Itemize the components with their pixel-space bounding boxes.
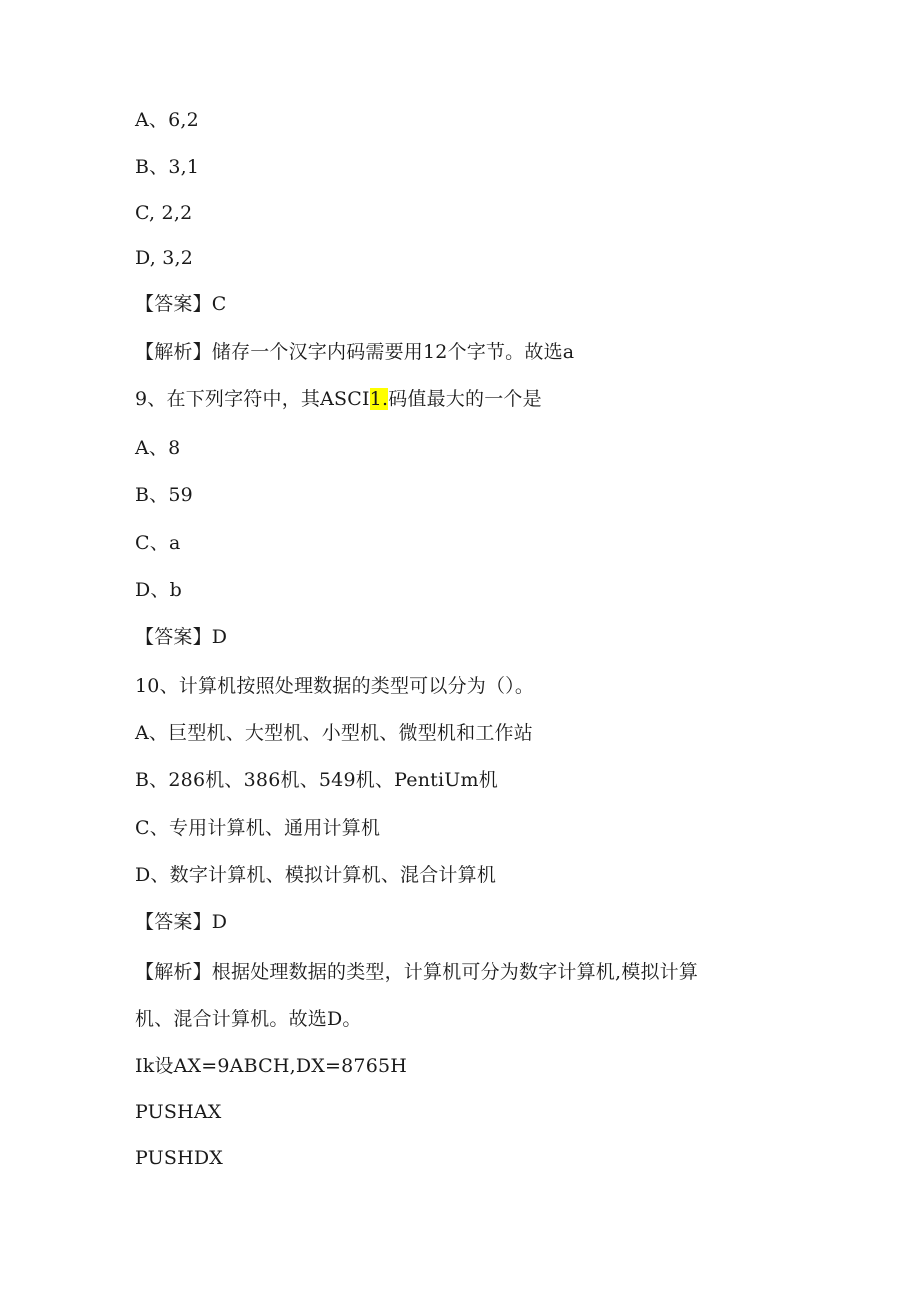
question-9-text-start: 9、在下列字符中，其ASCI [135,388,370,410]
question-10: 10、计算机按照处理数据的类型可以分为（）。 [135,675,535,697]
answer-q10: 【答案】D [135,911,228,933]
option-b-q10: B、286机、386机、549机、PentiUm机 [135,769,498,791]
explanation-q8: 【解析】储存一个汉字内码需要用12个字节。故选a [135,341,575,363]
option-d-q9: D、b [135,579,182,601]
code-line-1: PUSHAX [135,1101,222,1123]
highlighted-text: 1. [369,388,389,410]
code-line-2: PUSHDX [135,1147,224,1169]
explanation-q10-line-2: 机、混合计算机。故选D。 [135,1008,362,1030]
option-d-q10: D、数字计算机、模拟计算机、混合计算机 [135,864,497,886]
option-a-q10: A、巨型机、大型机、小型机、微型机和工作站 [135,722,533,744]
option-b-q9: B、59 [135,484,193,506]
option-c-q8: C, 2,2 [135,202,193,224]
option-b-q8: B、3,1 [135,156,200,178]
question-9 [135,387,542,411]
option-d-q8: D, 3,2 [135,247,194,269]
option-a-q9: A、8 [135,437,181,459]
answer-q9: 【答案】D [135,626,228,648]
option-c-q9: C、a [135,532,181,554]
option-a-q8: A、6,2 [135,109,199,131]
explanation-q10-line-1: 【解析】根据处理数据的类型，计算机可分为数字计算机,模拟计算 [135,961,699,983]
question-11: Ik设AX=9ABCH,DX=8765H [135,1055,408,1077]
answer-q8: 【答案】C [135,293,227,315]
option-c-q10: C、专用计算机、通用计算机 [135,817,381,839]
question-9-text-end: 码值最大的一个是 [388,388,542,410]
